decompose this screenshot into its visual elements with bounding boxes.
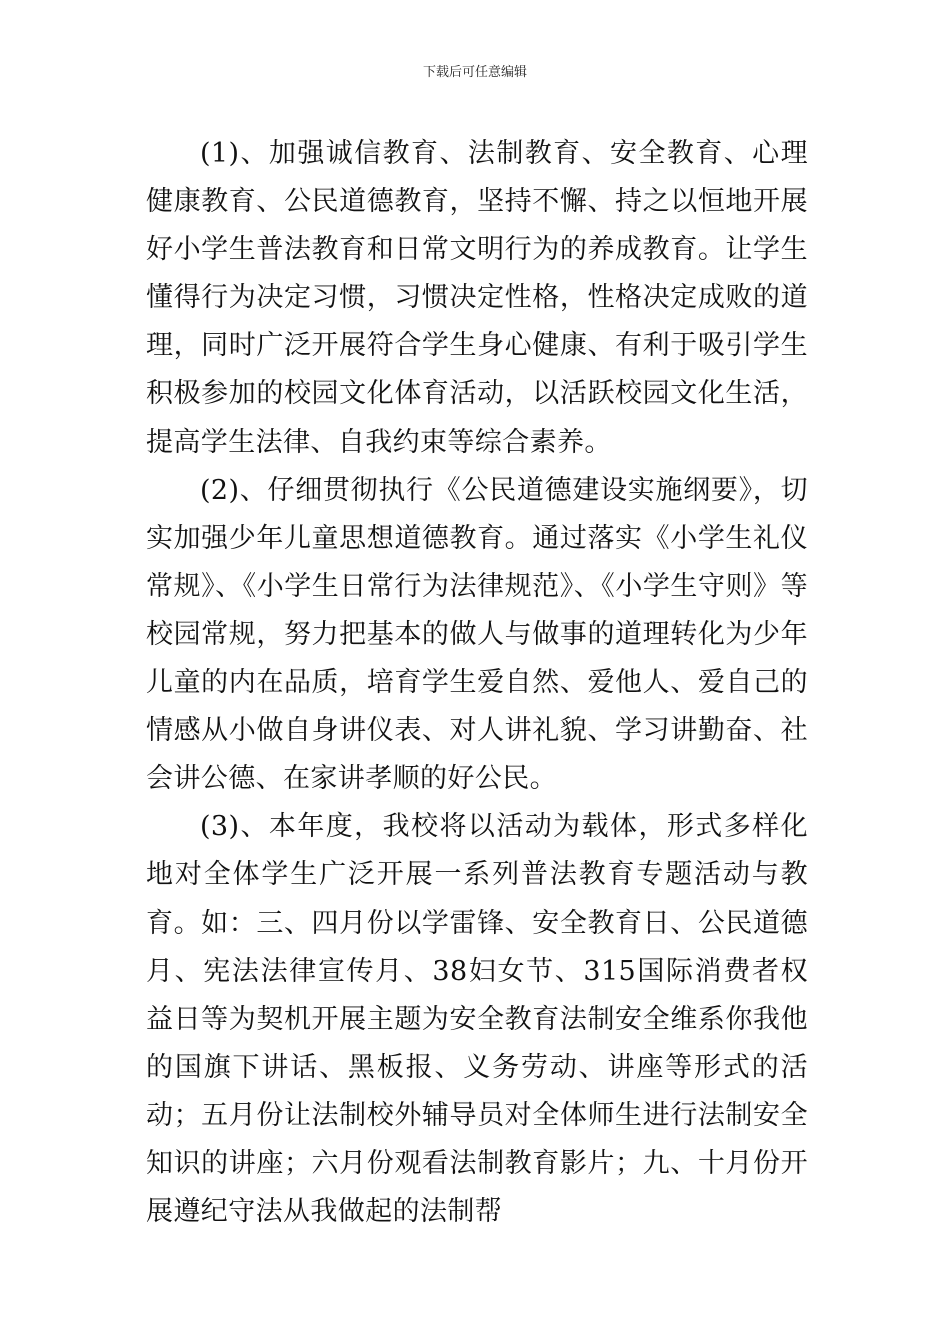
paragraph-2: (2)、仔细贯彻执行《公民道德建设实施纲要》，切实加强少年儿童思想道德教育。通过落实《小学生礼仪常规》、《小学生日常行为法律规范》、《小学生守则》等校园常规，努力把基本的做人与做事的道理转化为少年儿童的内在品质，培育学生爱自然、爱他人、爱自己的情感从小做自身讲仪表、对人讲礼貌、学习讲勤奋、社会讲公德、在家讲孝顺的好公民。 <box>146 474 808 795</box>
document-body <box>146 130 808 1236</box>
paragraph-3: (3)、本年度，我校将以活动为载体，形式多样化地对全体学生广泛开展一系列普法教育专题活动与教育。如：三、四月份以学雷锋、安全教育日、公民道德月、宪法法律宣传月、38妇女节、315国际消费者权益日等为契机开展主题为安全教育法制安全维系你我他的国旗下讲话、黑板报、义务劳动、讲座等形式的活动；五月份让法制校外辅导员对全体师生进行法制安全知识的讲座；六月份观看法制教育影片；九、十月份开展遵纪守法从我做起的法制帮 <box>146 811 808 1228</box>
page-header: 下载后可任意编辑 <box>422 65 527 80</box>
paragraph-1: (1)、加强诚信教育、法制教育、安全教育、心理健康教育、公民道德教育，坚持不懈、持之以恒地开展好小学生普法教育和日常文明行为的养成教育。让学生懂得行为决定习惯，习惯决定性格，性格决定成败的道理，同时广泛开展符合学生身心健康、有利于吸引学生积极参加的校园文化体育活动，以活跃校园文化生活，提高学生法律、自我约束等综合素养。 <box>146 138 808 458</box>
